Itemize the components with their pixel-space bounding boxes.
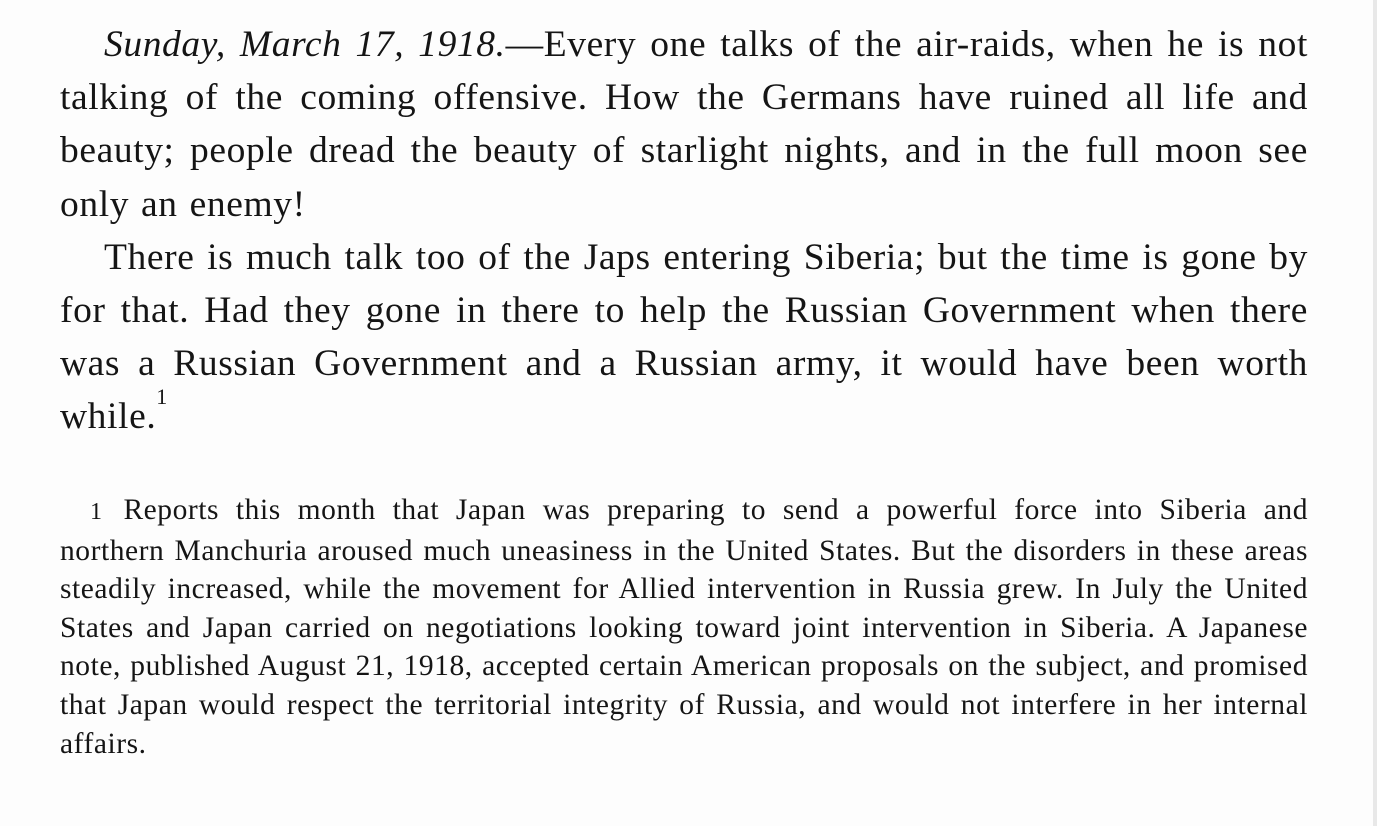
footnote-paragraph (60, 491, 1308, 763)
diary-entry (60, 18, 1308, 444)
entry-paragraph-1 (60, 18, 1308, 231)
entry-paragraph-2-text: There is much talk too of the Japs entering Siberia; but the time is gone by for that. Had they gone in there to help the Russian Government when there was a Russian Government and a Russian army, it would have been worth while. (60, 236, 1308, 438)
entry-date: Sunday, March 17, 1918. (104, 24, 506, 65)
footnote (60, 491, 1308, 763)
footnote-text: Reports this month that Japan was preparing to send a powerful force into Siberia and northern Manchuria aroused much uneasiness in the United States. But the disorders in these areas steadily increased, while the movement for Allied intervention in Russia grew. In July the United States and Japan carried on negotiations looking toward joint intervention in Siberia. A Japanese note, published August 21, 1918, accepted certain American proposals on the subject, and promised that Japan would respect the territorial integrity of Russia, and would not interfere in her internal affairs. (60, 494, 1308, 760)
footnote-marker: 1 (90, 499, 103, 525)
footnote-reference: 1 (156, 384, 168, 410)
page-edge (1373, 0, 1377, 826)
entry-paragraph-1-text: —Every one talks of the air-raids, when he is not talking of the coming offensive. How the Germans have ruined all life and beauty; people dread the beauty of starlight nights, and in the full moon see only an enemy! (60, 24, 1308, 225)
entry-paragraph-2 (60, 231, 1308, 444)
